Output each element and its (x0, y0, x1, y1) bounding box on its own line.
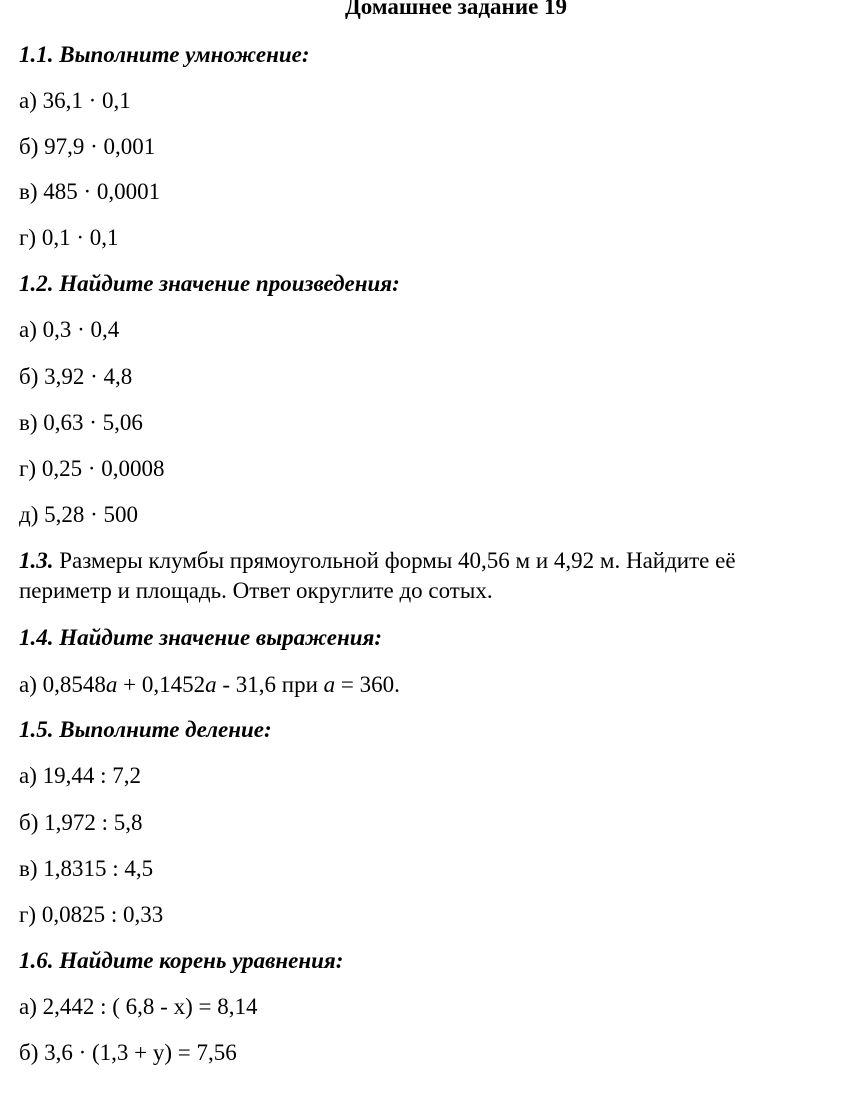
section-1-3-line-2: периметр и площадь. Ответ округлите до сотых. (19, 578, 493, 603)
exercise-1-4-a (19, 670, 400, 700)
variable-a-2: a (205, 672, 217, 697)
exercise-1-1-b: б) 97,9 · 0,001 (19, 134, 156, 159)
exercise-1-5-b: б) 1,972 : 5,8 (19, 810, 143, 835)
exercise-1-1-c: в) 485 · 0,0001 (19, 179, 161, 204)
expr-part-4: = 360. (335, 672, 400, 697)
exercise-1-5-a: а) 19,44 : 7,2 (19, 763, 142, 788)
exercise-1-2-d: г) 0,25 · 0,0008 (19, 456, 165, 481)
exercise-1-6-a: а) 2,442 : ( 6,8 - х) = 8,14 (19, 994, 258, 1019)
variable-a-1: a (105, 672, 118, 697)
section-1-5-heading: 1.5. Выполните деление: (19, 717, 272, 742)
exercise-1-5-d: г) 0,0825 : 0,33 (19, 902, 164, 927)
section-1-3-paragraph (19, 546, 839, 606)
expr-part-2: + 0,1452 (117, 672, 206, 697)
section-1-1-heading: 1.1. Выполните умножение: (19, 42, 310, 67)
exercise-1-2-b: б) 3,92 · 4,8 (19, 364, 133, 389)
exercise-1-2-e: д) 5,28 · 500 (19, 502, 139, 527)
exercise-1-2-a: а) 0,3 · 0,4 (19, 317, 120, 342)
exercise-1-1-d: г) 0,1 · 0,1 (19, 225, 119, 250)
section-1-3-number: 1.3. (19, 548, 54, 573)
section-1-2-heading: 1.2. Найдите значение произведения: (19, 271, 400, 296)
expr-part-3: - 31,6 при (216, 672, 324, 697)
page-title: Домашнее задание 19 (344, 0, 568, 19)
section-1-4-heading: 1.4. Найдите значение выражения: (19, 625, 383, 650)
exercise-1-1-a: а) 36,1 · 0,1 (19, 88, 131, 113)
section-1-3-line-1 (19, 546, 839, 576)
exercise-1-5-c: в) 1,8315 : 4,5 (19, 856, 154, 881)
expr-part-1: а) 0,8548 (19, 672, 106, 697)
exercise-1-6-b: б) 3,6 · (1,3 + у) = 7,56 (19, 1040, 237, 1065)
section-1-6-heading: 1.6. Найдите корень уравнения: (19, 948, 344, 973)
variable-a-3: a (323, 672, 336, 697)
exercise-1-2-c: в) 0,63 · 5,06 (19, 410, 143, 435)
section-1-3-text-1: Размеры клумбы прямоугольной формы 40,56 м и 4,92 м. Найдите её (53, 548, 736, 573)
